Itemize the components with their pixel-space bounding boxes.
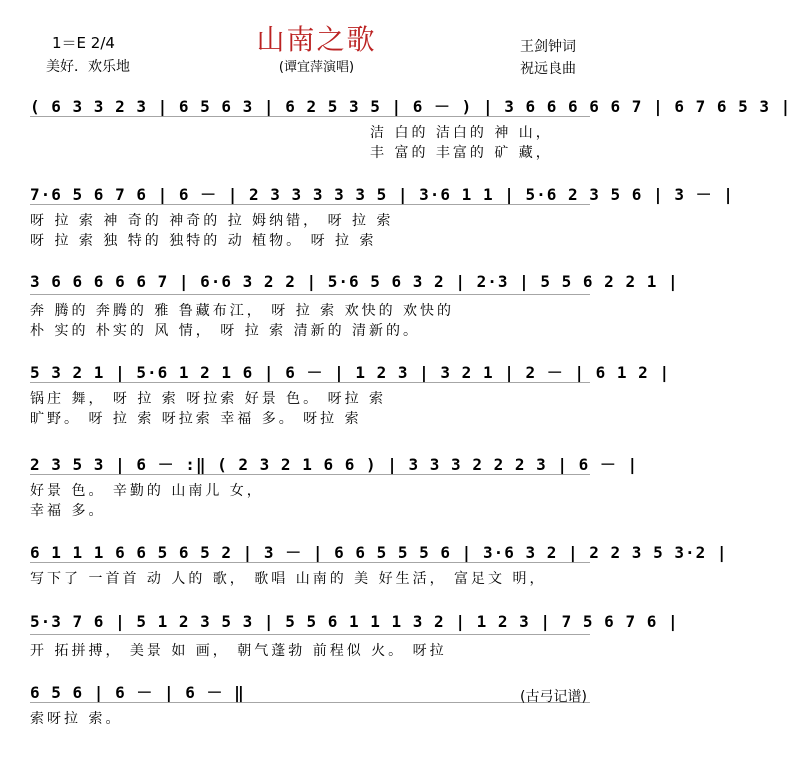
score-notes-row: 6 5 6 | 6 － | 6 － ‖ [30,683,245,702]
beam-line [30,474,590,475]
lyric-line: 好景 色。 辛勤的 山南儿 女， [30,483,264,499]
lyric-line: 旷野。 呀 拉 索 呀拉索 幸福 多。 呀拉 索 [30,411,362,427]
page-title: 山南之歌 [256,23,377,56]
lyric-line: 写下了 一首首 动 人的 歌， 歌唱 山南的 美 好生活， 富足文 明， [30,571,547,587]
beam-line [30,702,590,703]
score-notes-row: 2 3 5 3 | 6 － :‖ ( 2 3 2 1 6 6 ) | 3 3 3 2 2 2 3 | 6 － | [30,455,639,474]
score-notes-row: ( 6 3 3 2 3 | 6 5 6 3 | 6 2 5 3 5 | 6 － ) | 3 6 6 6 6 6 7 | 6 7 6 5 3 | [30,97,791,116]
beam-line [30,204,590,205]
lyric-line: 呀 拉 索 神 奇的 神奇的 拉 姆纳错， 呀 拉 索 [30,213,394,229]
lyric-line: 丰 富的 丰富的 矿 藏， [370,145,553,161]
lyric-line: 锅庄 舞， 呀 拉 索 呀拉索 好景 色。 呀拉 索 [30,391,387,407]
lyric-line: 洁 白的 洁白的 神 山， [370,125,553,141]
key-signature: 1＝E 2/4 [52,34,115,52]
lyric-line: 呀 拉 索 独 特的 独特的 动 植物。 呀 拉 索 [30,233,377,249]
score-notes-row: 5 3 2 1 | 5·6 1 2 1 6 | 6 － | 1 2 3 | 3 2 1 | 2 － | 6 1 2 | [30,363,671,382]
lyric-line: 索呀拉 索。 [30,711,123,727]
transcriber-credit: (古弓记谱) [520,689,587,705]
composer-credit: 祝远良曲 [520,61,576,77]
beam-line [30,382,590,383]
beam-line [30,562,590,563]
tempo-mood: 美好．欢乐地 [46,59,130,75]
beam-line [30,634,590,635]
lyricist-credit: 王剑钟词 [520,39,576,55]
score-notes-row: 6 1 1 1 6 6 5 6 5 2 | 3 － | 6 6 5 5 5 6 | 3·6 3 2 | 2 2 3 5 3·2 | [30,543,728,562]
score-notes-row: 3 6 6 6 6 6 7 | 6·6 3 2 2 | 5·6 5 6 3 2 | 2·3 | 5 5 6 2 2 1 | [30,272,679,291]
singer-credit: (谭宜萍演唱) [278,60,355,75]
beam-line [30,116,590,117]
lyric-line: 朴 实的 朴实的 风 情， 呀 拉 索 清新的 清新的。 [30,323,421,339]
beam-line [30,294,590,295]
lyric-line: 开 拓拼搏， 美景 如 画， 朝气蓬勃 前程似 火。 呀拉 [30,643,447,659]
lyric-line: 幸福 多。 [30,503,106,519]
score-notes-row: 7·6 5 6 7 6 | 6 － | 2 3 3 3 3 3 5 | 3·6 1 1 | 5·6 2 3 5 6 | 3 － | [30,185,734,204]
score-notes-row: 5·3 7 6 | 5 1 2 3 5 3 | 5 5 6 1 1 1 3 2 | 1 2 3 | 7 5 6 7 6 | [30,612,679,631]
lyric-line: 奔 腾的 奔腾的 雅 鲁藏布江， 呀 拉 索 欢快的 欢快的 [30,303,455,319]
